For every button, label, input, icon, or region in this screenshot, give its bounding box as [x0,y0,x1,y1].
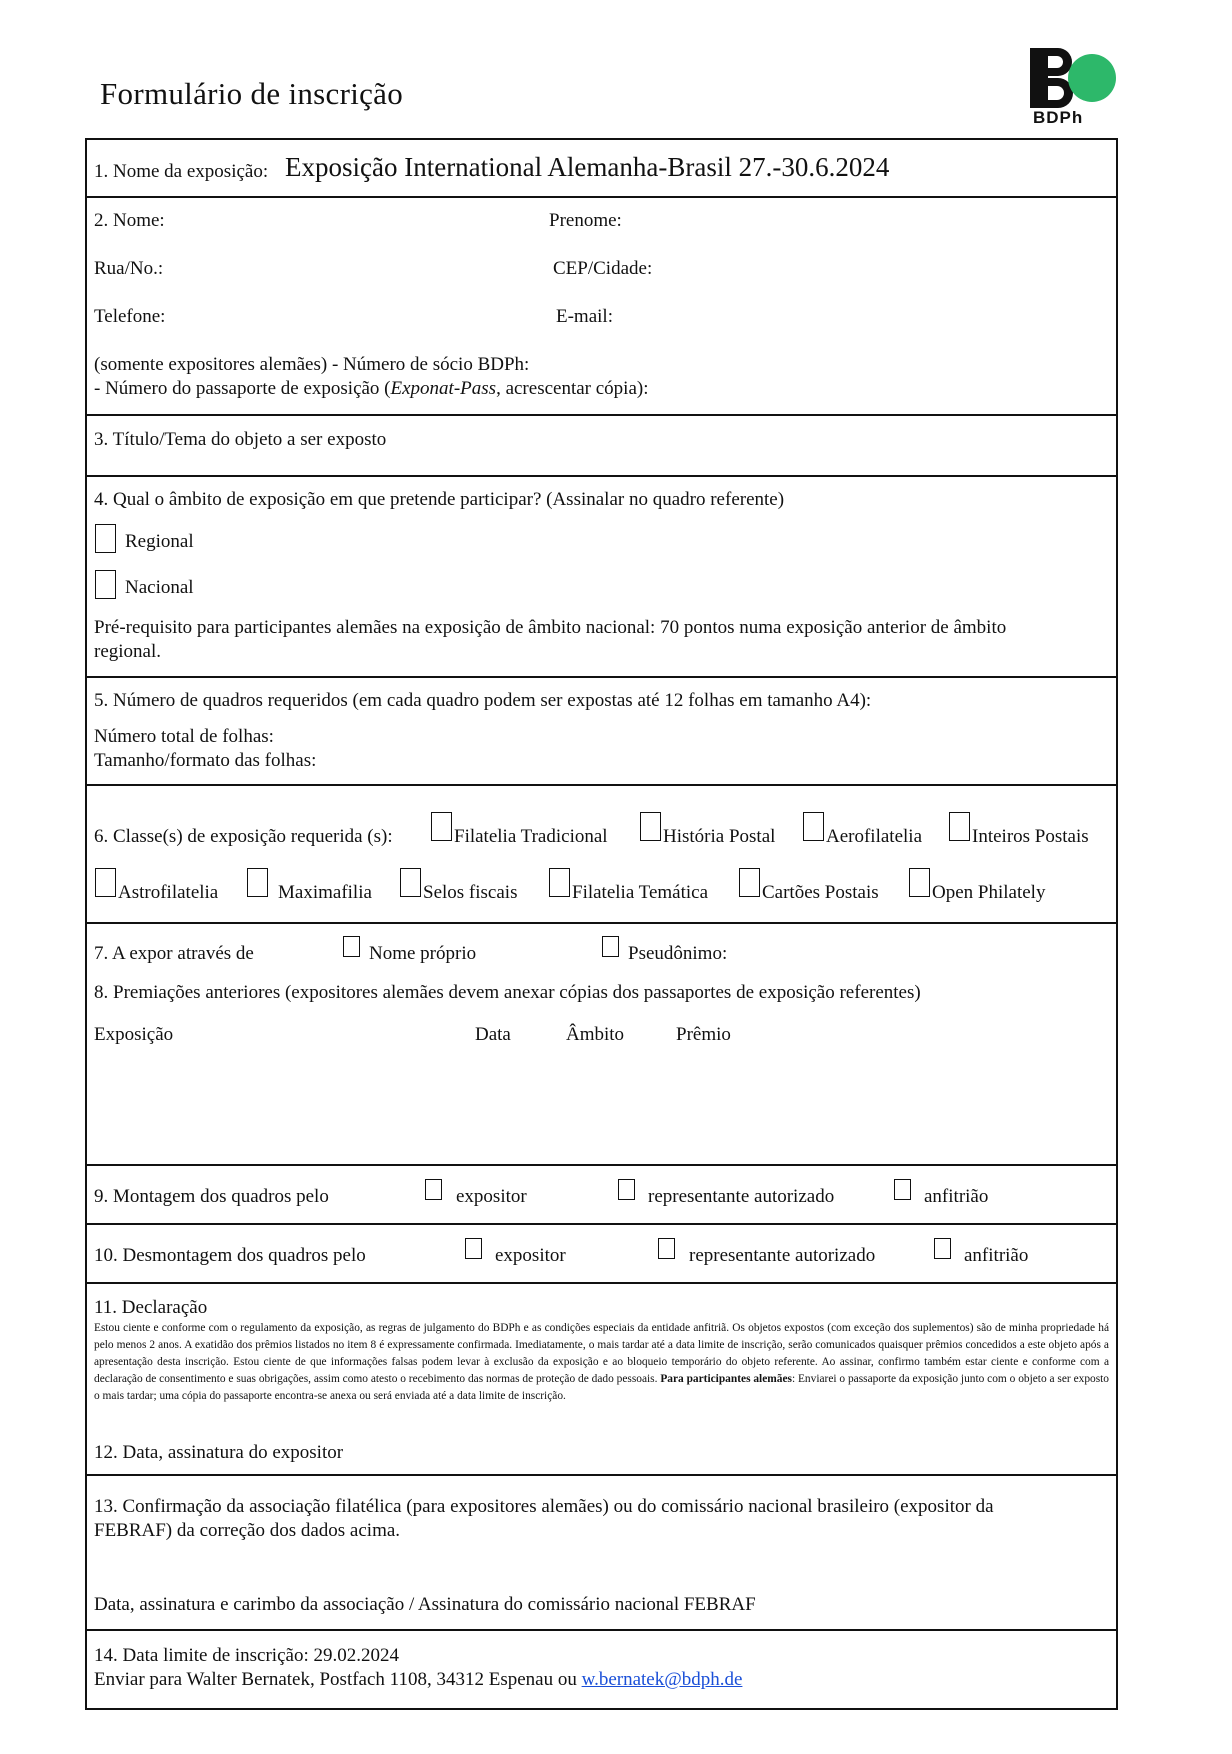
section-frame-dismantling [87,1225,1116,1284]
association-signature-label: Data, assinatura e carimbo da associação / Assinatura do comissário nacional FEBRAF [94,1594,756,1615]
exhibition-name-label: 1. Nome da exposição: [94,161,269,182]
section-personal-data [87,198,1116,416]
exhibit-under-label: 7. A expor através de [94,943,254,964]
awards-col-award: Prêmio [676,1024,731,1045]
page-title: Formulário de inscrição [100,76,404,111]
declaration-text: Estou ciente e conforme com o regulamento da exposição, as regras de julgamento do BDPh e as condições especiais da entidade anfitriã. Os objetos expostos (com exceção dos suplementos) são de minha propriedade há pelo menos 2 anos. A exatidão dos prêmios listados no item 8 é expressamente confirmada. Imediatamente, o mais tardar até a data limite de inscrição, serão comunicados quaisquer prêmios concedidos a este objeto após a apresentação desta inscrição. Estou ciente de que informações falsas podem levar à exclusão da exposição e ao bloqueio temporário do objeto referente. Ao assinar, confirmo também estar ciente e conforme com a declaração de consentimento e suas obrigações, assim como atesto o recebimento das normas de proteção de dado pessoais. Para participantes alemães: Enviarei o passaporte da exposição junto com o objeto a ser exposto o mais tardar; uma cópia do passaporte encontra-se anexa ou será enviada até a data limite de inscrição. [94,1322,1109,1402]
dismantling-label: 10. Desmontagem dos quadros pelo [94,1245,366,1266]
email-label: E-mail: [556,306,613,327]
checkbox-maximaphily[interactable] [247,868,268,897]
awards-col-level: Âmbito [566,1024,625,1045]
section-exhibit-under-and-awards [87,924,1116,1166]
email-link[interactable]: w.bernatek@bdph.de [581,1669,743,1690]
checkbox-regional[interactable] [95,524,116,553]
checkbox-open-philately[interactable] [909,868,930,897]
classes-label: 6. Classe(s) de exposição requerida (s): [94,826,393,847]
passport-number-label: - Número do passaporte de exposição (Exponat-Pass, acrescentar cópia): [94,378,649,399]
mounting-label: 9. Montagem dos quadros pelo [94,1186,329,1207]
prerequisite-note-line2: regional. [94,641,162,662]
level-question: 4. Qual o âmbito de exposição em que pretende participar? (Assinalar no quadro referente) [94,489,785,510]
checkbox-thematic[interactable] [549,868,570,897]
class-postal-stationery: Inteiros Postais [972,826,1089,847]
section-frame-mounting [87,1166,1116,1225]
pseudonym-label: Pseudônimo: [628,943,728,964]
sheet-size-label: Tamanho/formato das folhas: [94,750,317,771]
section-exhibition-level [87,477,1116,678]
class-open-philately: Open Philately [932,882,1046,903]
awards-col-exhibition: Exposição [94,1024,174,1045]
class-revenue: Selos fiscais [423,882,518,903]
section-deadline [87,1631,1116,1710]
checkbox-pseudonym[interactable] [602,936,619,957]
exhibition-name-value: Exposição International Alemanha-Brasil 27.-30.6.2024 [285,152,890,182]
checkbox-revenue[interactable] [400,868,421,897]
class-thematic: Filatelia Temática [572,882,709,903]
class-postal-history: História Postal [663,826,776,847]
dismantling-exhibitor-label: expositor [495,1245,566,1266]
section-association-confirmation [87,1476,1116,1631]
frames-label: 5. Número de quadros requeridos (em cada quadro podem ser expostas até 12 folhas em tamanho A4): [94,690,872,711]
mounting-representative-label: representante autorizado [648,1186,835,1207]
declaration-label: 11. Declaração [94,1297,208,1318]
deadline-label: 14. Data limite de inscrição: 29.02.2024 [94,1645,399,1666]
phone-label: Telefone: [94,306,166,327]
confirmation-label-line1: 13. Confirmação da associação filatélica (para expositores alemães) ou do comissário nacional brasileiro (expositor da [94,1496,994,1517]
mounting-host-label: anfitrião [924,1186,989,1207]
registration-form [85,138,1118,1710]
section-frames [87,678,1116,786]
dismantling-host-label: anfitrião [964,1245,1029,1266]
checkbox-picture-postcards[interactable] [739,868,760,897]
option-regional-label: Regional [125,531,194,552]
class-picture-postcards: Cartões Postais [762,882,879,903]
checkbox-dismantling-representative[interactable] [658,1238,675,1259]
class-aerophilately: Aerofilatelia [826,826,923,847]
dismantling-representative-label: representante autorizado [689,1245,876,1266]
zip-city-label: CEP/Cidade: [553,258,653,279]
checkbox-mounting-host[interactable] [894,1179,911,1200]
logo-text: BDPh [1033,108,1084,127]
checkbox-aerophilately[interactable] [803,812,824,841]
checkbox-astrophilately[interactable] [95,868,116,897]
checkbox-dismantling-host[interactable] [934,1238,951,1259]
checkbox-own-name[interactable] [343,936,360,957]
checkbox-postal-history[interactable] [640,812,661,841]
section-declaration [87,1284,1116,1476]
previous-awards-label: 8. Premiações anteriores (expositores alemães devem anexar cópias dos passaportes de exposição referentes) [94,982,921,1003]
checkbox-traditional-philately[interactable] [431,812,452,841]
option-nacional-label: Nacional [125,577,194,598]
awards-col-date: Data [475,1024,511,1045]
checkbox-postal-stationery[interactable] [949,812,970,841]
total-sheets-label: Número total de folhas: [94,726,274,747]
section-exhibit-title [87,416,1116,477]
class-astrophilately: Astrofilatelia [118,882,219,903]
checkbox-nacional[interactable] [95,570,116,599]
section-exhibition-name [87,140,1116,198]
send-to-label: Enviar para Walter Bernatek, Postfach 1108, 34312 Espenau ou w.bernatek@bdph.de [94,1669,743,1690]
confirmation-label-line2: FEBRAF) da correção dos dados acima. [94,1520,401,1541]
checkbox-dismantling-exhibitor[interactable] [465,1238,482,1259]
member-number-label: (somente expositores alemães) - Número de sócio BDPh: [94,354,530,375]
section-classes [87,786,1116,924]
surname-label: 2. Nome: [94,210,165,231]
own-name-label: Nome próprio [369,943,477,964]
class-maximaphily: Maximafilia [278,882,372,903]
street-label: Rua/No.: [94,258,164,279]
prerequisite-note-line1: Pré-requisito para participantes alemães na exposição de âmbito nacional: 70 pontos numa exposição anterior de âmbito [94,617,1007,638]
exhibit-title-label: 3. Título/Tema do objeto a ser exposto [94,429,387,450]
mounting-exhibitor-label: expositor [456,1186,527,1207]
class-traditional-philately: Filatelia Tradicional [454,826,608,847]
first-name-label: Prenome: [549,210,622,231]
checkbox-mounting-exhibitor[interactable] [425,1179,442,1200]
exhibitor-signature-label: 12. Data, assinatura do expositor [94,1442,344,1463]
checkbox-mounting-representative[interactable] [618,1179,635,1200]
